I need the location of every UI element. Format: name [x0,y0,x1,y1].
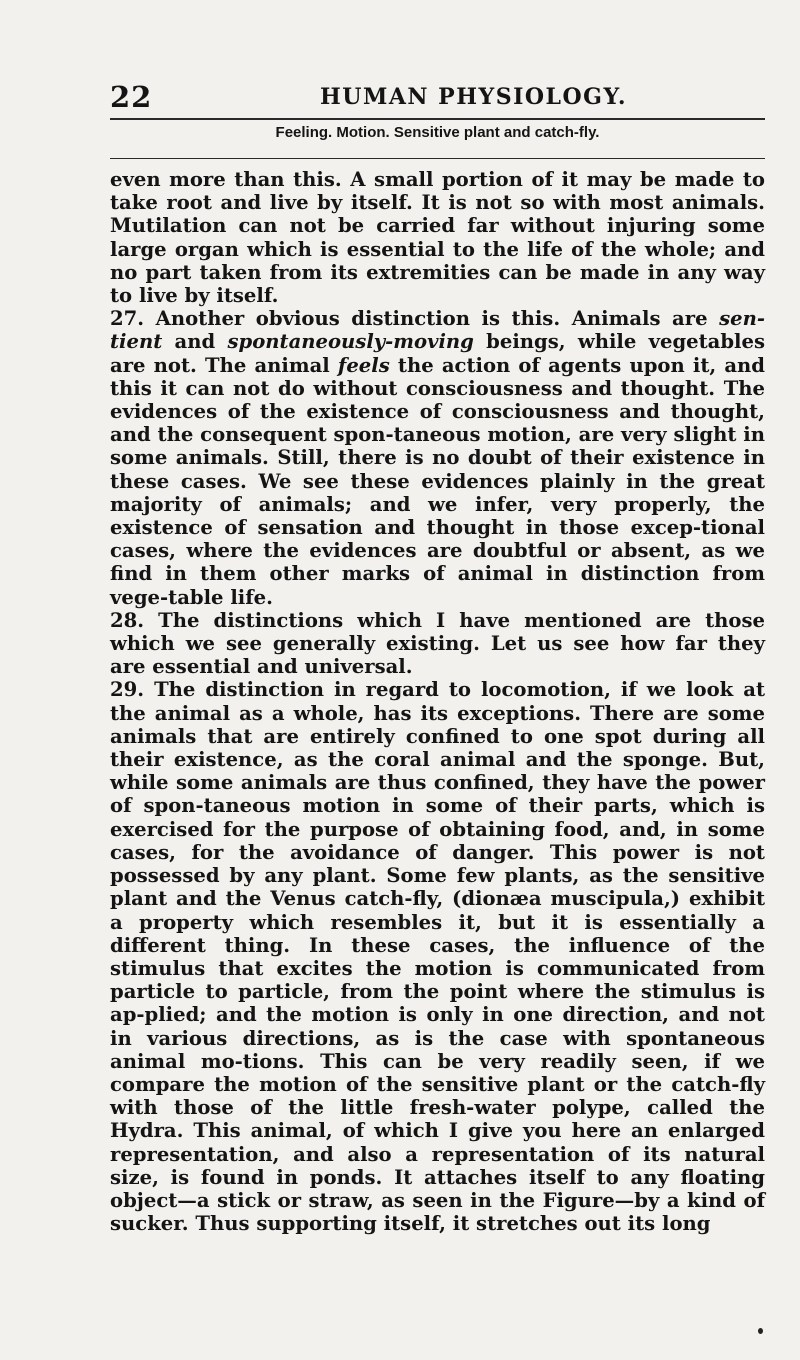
emphasis-spontaneously-moving: spontaneously-moving [227,330,474,354]
page-number: 22 [110,80,153,114]
section-subheading: Feeling. Motion. Sensitive plant and catch-fly. [275,124,600,141]
emphasis-sentient: sen-tient [110,307,765,354]
header-rule-top [110,118,765,120]
page-header [110,80,765,120]
printer-mark-dot [758,1328,763,1334]
running-title: HUMAN PHYSIOLOGY. [320,84,627,110]
paragraph-27-text-c: beings, while vegetables are not. The animal [110,330,765,377]
paragraph-28: 28. The distinctions which I have mentioned are those which we see generally existing. Let us see how far they are essential and universal. [110,608,765,679]
paragraph-continued: even more than this. A small portion of it may be made to take root and live by itself. It is not so with most animals. Mutilation can not be carried far without injuring some large organ which is essential to the life of the whole; and no part taken from its extremities can be made in any way to live by itself. [110,168,765,308]
body-text [110,168,765,1235]
paragraph-27 [110,307,765,609]
paragraph-29: 29. The distinction in regard to locomotion, if we look at the animal as a whole, has its exceptions. There are some animals that are entirely confined to one spot during all their existence, as the coral animal and the sponge. But, while some animals are thus confined, they have the power of spon-taneous motion in some of their parts, which is exercised for the purpose of obtaining food, and, in some cases, for the avoidance of danger. This power is not possessed by any plant. Some few plants, as the sensitive plant and the Venus catch-fly, (dionæa muscipula,) exhibit a property which resembles it, but it is essentially a different thing. In these cases, the influence of the stimulus that excites the motion is communicated from particle to particle, from the point where the stimulus is ap-plied; and the motion is only in one direction, and not in various directions, as is the case with spontaneous animal mo-tions. This can be very readily seen, if we compare the motion of the sensitive plant or the catch-fly with those of the little fresh-water polype, called the Hydra. This animal, of which I give you here an enlarged representation, and also a representation of its natural size, is found in ponds. It attaches itself to any floating object—a stick or straw, as seen in the Figure—by a kind of sucker. Thus supporting itself, it stretches out its long [110,678,765,1236]
paragraph-27-text-b: and [162,330,228,354]
emphasis-feels: feels [337,353,390,377]
paragraph-27-text-d: the action of agents upon it, and this it can not do without consciousness and thought. The evidences of the existence of consciousness and thought, and the consequent spon-taneous motion, are very slight in some animals. Still, there is no doubt of their existence in these cases. We see these evidences plainly in the great majority of animals; and we infer, very properly, the existence of sensation and thought in those excep-tional cases, where the evidences are doubtful or absent, as we find in them other marks of animal in distinction from vege-table life. [110,353,765,609]
header-rule-bottom [110,158,765,159]
paragraph-27-text-a: 27. Another obvious distinction is this. Animals are [110,307,720,331]
